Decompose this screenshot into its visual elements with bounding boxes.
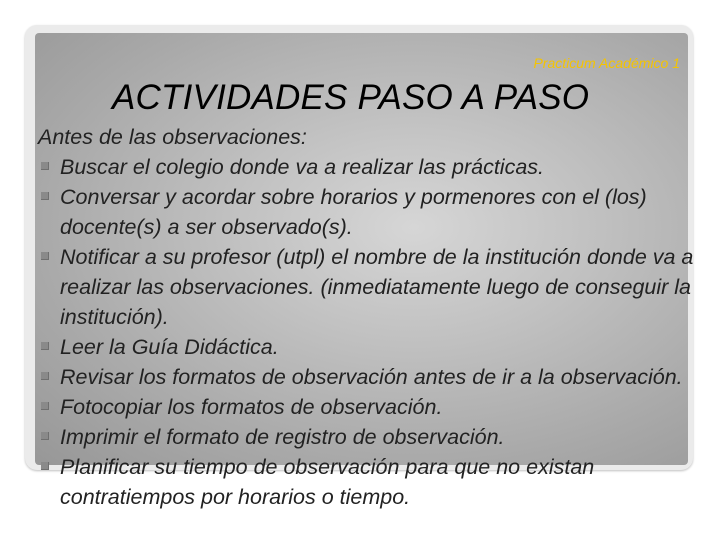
- list-item: [38, 152, 698, 182]
- list-item: [38, 332, 698, 362]
- square-bullet-icon: [41, 192, 49, 200]
- list-item: [38, 422, 698, 452]
- list-item-text: Planificar su tiempo de observación para que no existan contratiempos por horarios o tiempo.: [60, 455, 595, 509]
- list-item: [38, 362, 698, 392]
- square-bullet-icon: [41, 372, 49, 380]
- list-item: [38, 452, 698, 512]
- list-item-text: Buscar el colegio donde va a realizar las prácticas.: [60, 155, 545, 179]
- square-bullet-icon: [41, 402, 49, 410]
- list-item: [38, 242, 698, 332]
- square-bullet-icon: [41, 342, 49, 350]
- slide-content: [38, 122, 698, 512]
- list-item-text: Fotocopiar los formatos de observación.: [60, 395, 443, 419]
- list-item: [38, 392, 698, 422]
- course-label: Practicum Académico 1: [533, 55, 680, 71]
- bullet-list: [38, 152, 698, 512]
- slide-title: ACTIVIDADES PASO A PASO: [112, 78, 590, 117]
- square-bullet-icon: [41, 162, 49, 170]
- list-item-text: Notificar a su profesor (utpl) el nombre de la institución donde va a realizar las observaciones. (inmediatamente luego de conseguir la institución).: [60, 245, 694, 329]
- list-item-text: Revisar los formatos de observación antes de ir a la observación.: [60, 365, 683, 389]
- square-bullet-icon: [41, 462, 49, 470]
- list-item-text: Imprimir el formato de registro de observación.: [60, 425, 505, 449]
- square-bullet-icon: [41, 432, 49, 440]
- square-bullet-icon: [41, 252, 49, 260]
- list-item-text: Leer la Guía Didáctica.: [60, 335, 279, 359]
- list-item: [38, 182, 698, 242]
- list-item-text: Conversar y acordar sobre horarios y pormenores con el (los) docente(s) a ser observado(s).: [60, 185, 647, 239]
- intro-text: Antes de las observaciones:: [38, 125, 307, 149]
